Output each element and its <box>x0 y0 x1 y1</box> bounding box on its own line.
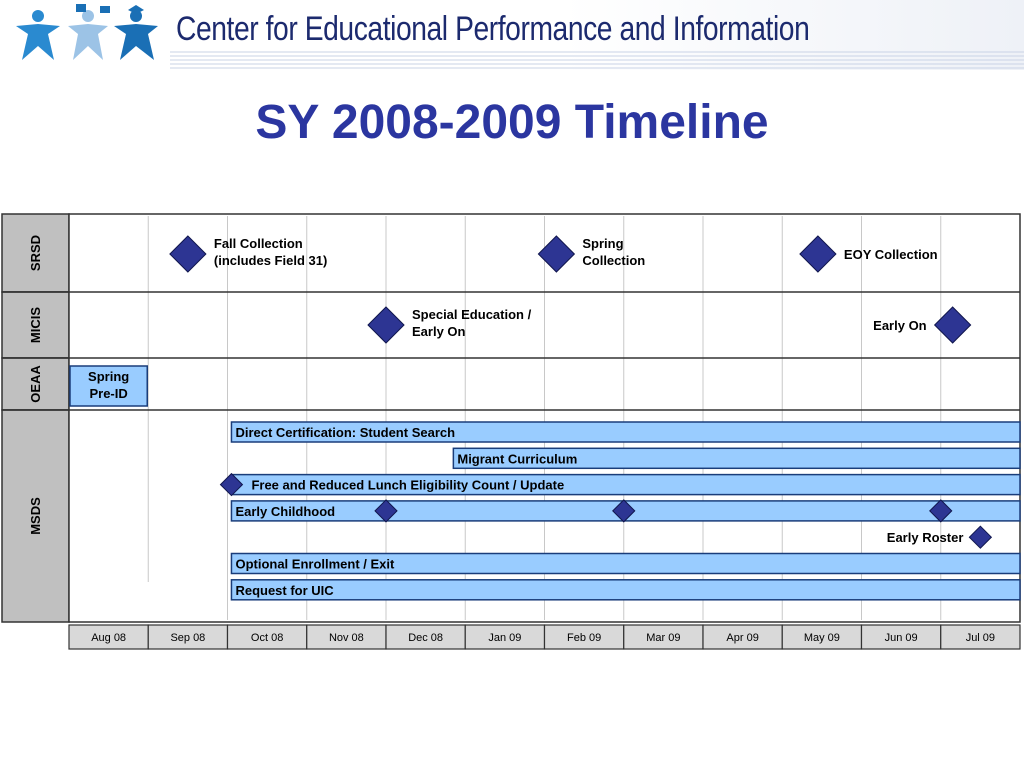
lane-label-oeaa: OEAA <box>28 365 43 403</box>
activity-bar-label: Early Roster <box>886 530 964 546</box>
month-label: Apr 09 <box>726 632 759 644</box>
activity-bar-label: Request for UIC <box>235 582 334 598</box>
org-name: Center for Educational Performance and Information <box>176 10 810 48</box>
activity-bar-label: Direct Certification: Student Search <box>235 425 456 440</box>
month-label: May 09 <box>803 632 840 644</box>
lane-label-msds: MSDS <box>28 497 43 535</box>
milestone-label-line: Early On <box>873 318 927 333</box>
month-label: Sep 08 <box>170 632 206 644</box>
milestone-label-line: Fall Collection <box>213 236 303 251</box>
page-title: SY 2008-2009 Timeline <box>255 96 769 149</box>
month-label: Mar 09 <box>646 632 681 644</box>
month-label: Nov 08 <box>328 632 364 644</box>
month-label: Feb 09 <box>567 632 602 644</box>
milestone-label-line: (includes Field 31) <box>213 253 328 268</box>
activity-bar-label: Early Childhood <box>235 503 336 519</box>
milestone-label-line: Special Education / <box>412 307 532 322</box>
activity-box-label-line: Pre-ID <box>89 386 128 401</box>
month-label: Dec 08 <box>408 632 444 644</box>
month-label: Jan 09 <box>488 632 522 644</box>
month-label: Jun 09 <box>884 632 918 644</box>
milestone-label-line: Collection <box>582 253 646 268</box>
milestone-label-line: EOY Collection <box>843 247 938 262</box>
lane-label-srsd: SRSD <box>28 234 43 272</box>
milestone-label-line: Spring <box>582 236 624 251</box>
milestone-label <box>873 318 927 333</box>
milestone-label-line: Early On <box>412 324 466 339</box>
activity-bar-label: Optional Enrollment / Exit <box>235 556 395 572</box>
activity-bar-label: Migrant Curriculum <box>457 451 578 467</box>
lane-label-micis: MICIS <box>28 306 43 344</box>
activity-bar-label: Free and Reduced Lunch Eligibility Count / Update <box>251 477 565 493</box>
milestone-label <box>844 247 938 262</box>
month-label: Jul 09 <box>965 632 996 644</box>
month-label: Aug 08 <box>91 632 127 644</box>
month-label: Oct 08 <box>250 632 284 644</box>
activity-box-label-line: Spring <box>88 369 130 384</box>
activity-bar <box>231 580 1020 600</box>
